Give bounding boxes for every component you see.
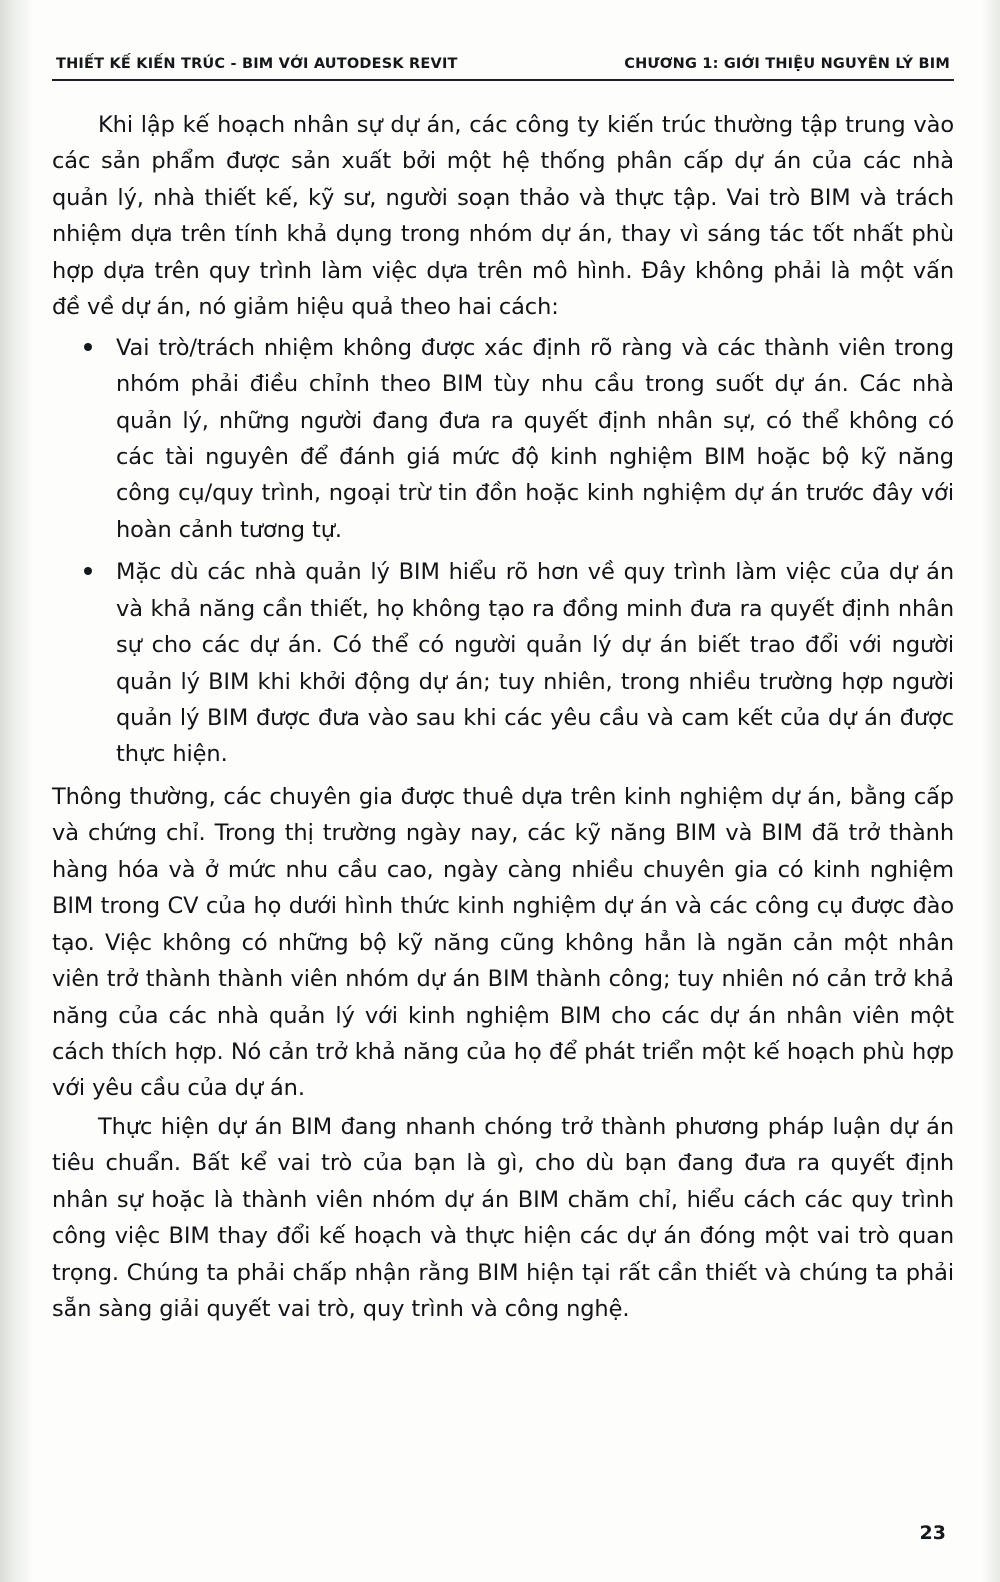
list-item — [52, 330, 954, 549]
running-head-left: THIẾT KẾ KIẾN TRÚC - BIM VỚI AUTODESK REVIT — [56, 56, 458, 72]
paragraph-3: Thực hiện dự án BIM đang nhanh chóng trở thành phương pháp luận dự án tiêu chuẩn. Bất kể vai trò của bạn là gì, cho dù bạn đang đưa ra quyết định nhân sự hoặc là thành viên nhóm dự án BIM chăm chỉ, hiểu cách các quy trình công việc BIM thay đổi kế hoạch và thực hiện các dự án đóng một vai trò quan trọng. Chúng ta phải chấp nhận rằng BIM hiện tại rất cần thiết và chúng ta phải sẵn sàng giải quyết vai trò, quy trình và công nghệ. — [52, 1113, 954, 1322]
paragraph-1: Khi lập kế hoạch nhân sự dự án, các công ty kiến trúc thường tập trung vào các sản phẩm được sản xuất bởi một hệ thống phân cấp dự án của các nhà quản lý, nhà thiết kế, kỹ sư, người soạn thảo và thực tập. Vai trò BIM và trách nhiệm dựa trên tính khả dụng trong nhóm dự án, thay vì sáng tác tốt nhất phù hợp dựa trên quy trình làm việc dựa trên mô hình. Đây không phải là một vấn đề về dự án, nó giảm hiệu quả theo hai cách: — [52, 112, 954, 321]
bullet-list — [52, 330, 954, 773]
bullet-dot-icon — [84, 343, 92, 351]
running-head — [52, 56, 954, 79]
running-head-right: CHƯƠNG 1: GIỚI THIỆU NGUYÊN LÝ BIM — [624, 56, 950, 72]
list-item-text: Mặc dù các nhà quản lý BIM hiểu rõ hơn về quy trình làm việc của dự án và khả năng cần thiết, họ không tạo ra đồng minh đưa ra quyết định nhân sự cho các dự án. Có thể có người quản lý dự án biết trao đổi với người quản lý BIM khi khởi động dự án; tuy nhiên, trong nhiều trường hợp người quản lý BIM được đưa vào sau khi các yêu cầu và cam kết của dự án được thực hiện. — [116, 559, 954, 768]
page-content — [52, 56, 954, 1552]
list-item — [52, 554, 954, 773]
page-number: 23 — [919, 1522, 946, 1544]
paragraph-2: Thông thường, các chuyên gia được thuê dựa trên kinh nghiệm dự án, bằng cấp và chứng chỉ. Trong thị trường ngày nay, các kỹ năng BIM và BIM đã trở thành hàng hóa và ở mức nhu cầu cao, ngày càng nhiều chuyên gia có kinh nghiệm BIM trong CV của họ dưới hình thức kinh nghiệm dự án và các công cụ được đào tạo. Việc không có những bộ kỹ năng cũng không hẳn là ngăn cản một nhân viên trở thành thành viên nhóm dự án BIM thành công; tuy nhiên nó cản trở khả năng của các nhà quản lý với kinh nghiệm BIM cho các dự án nhân viên một cách thích hợp. Nó cản trở khả năng của họ để phát triển một kế hoạch phù hợp với yêu cầu của dự án. — [52, 783, 954, 1102]
bullet-dot-icon — [84, 567, 92, 575]
body-text — [52, 107, 954, 1327]
list-item-text: Vai trò/trách nhiệm không được xác định rõ ràng và các thành viên trong nhóm phải điều chỉnh theo BIM tùy nhu cầu trong suốt dự án. Các nhà quản lý, những người đang đưa ra quyết định nhân sự, có thể không có các tài nguyên để đánh giá mức độ kinh nghiệm BIM hoặc bộ kỹ năng công cụ/quy trình, ngoại trừ tin đồn hoặc kinh nghiệm dự án trước đây với hoàn cảnh tương tự. — [116, 334, 954, 543]
header-rule — [52, 79, 954, 81]
